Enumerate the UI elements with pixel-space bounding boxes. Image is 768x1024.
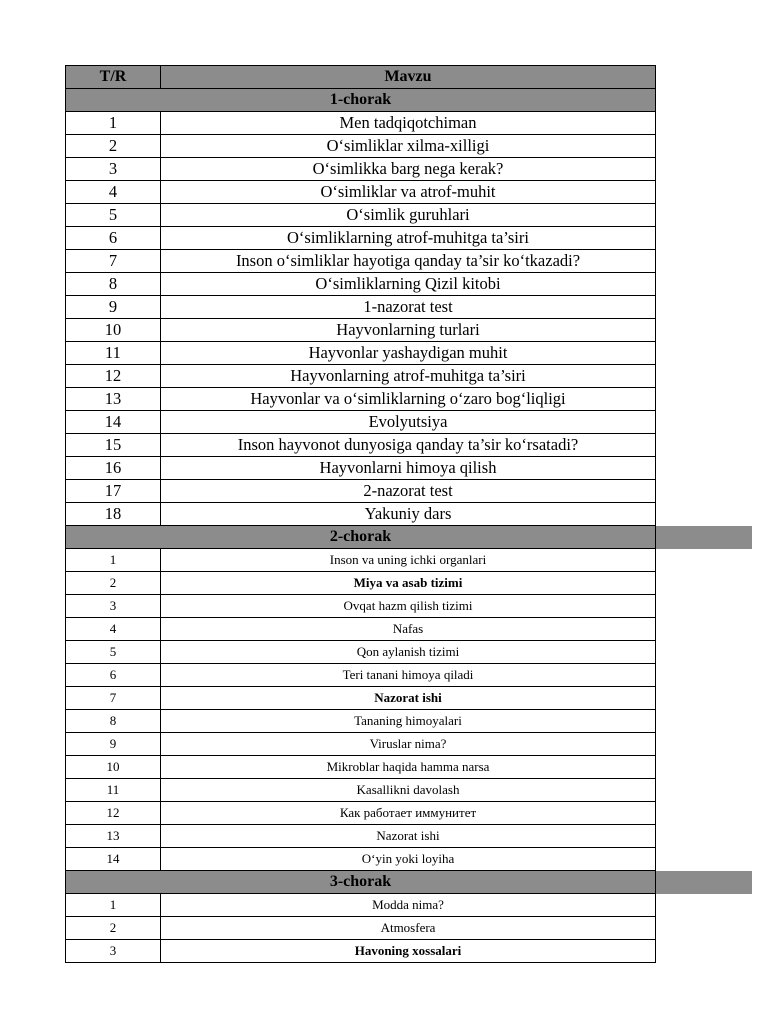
table-row <box>66 204 656 227</box>
row-topic-cell: Inson o‘simliklar hayotiga qanday ta’sir ko‘tkazadi? <box>161 250 656 273</box>
row-number-cell: 11 <box>66 779 161 802</box>
table-row <box>66 825 656 848</box>
row-topic-cell: Men tadqiqotchiman <box>161 112 656 135</box>
table-row <box>66 940 656 963</box>
row-number-cell: 11 <box>66 342 161 365</box>
table-body <box>66 89 656 963</box>
table-header-row <box>66 66 656 89</box>
table-row <box>66 595 656 618</box>
row-number-cell: 12 <box>66 802 161 825</box>
table-row <box>66 549 656 572</box>
table-row <box>66 388 656 411</box>
column-header-topic: Mavzu <box>161 66 656 89</box>
row-number-cell: 5 <box>66 204 161 227</box>
row-topic-cell: Modda nima? <box>161 894 656 917</box>
table-row <box>66 411 656 434</box>
row-number-cell: 17 <box>66 480 161 503</box>
row-topic-cell: Havoning xossalari <box>161 940 656 963</box>
row-number-cell: 14 <box>66 411 161 434</box>
row-topic-cell: 1-nazorat test <box>161 296 656 319</box>
table-row <box>66 296 656 319</box>
section-title: 3-chorak <box>66 871 656 894</box>
row-topic-cell: O‘simlik guruhlari <box>161 204 656 227</box>
row-number-cell: 7 <box>66 687 161 710</box>
row-topic-cell: Evolyutsiya <box>161 411 656 434</box>
table-row <box>66 618 656 641</box>
row-number-cell: 12 <box>66 365 161 388</box>
section-title: 1-chorak <box>66 89 656 112</box>
table-row <box>66 250 656 273</box>
table-row <box>66 273 656 296</box>
table-row <box>66 572 656 595</box>
row-number-cell: 2 <box>66 135 161 158</box>
table-row <box>66 434 656 457</box>
table-row <box>66 710 656 733</box>
row-topic-cell: Nafas <box>161 618 656 641</box>
row-topic-cell: Miya va asab tizimi <box>161 572 656 595</box>
row-number-cell: 10 <box>66 319 161 342</box>
table-row <box>66 733 656 756</box>
row-number-cell: 1 <box>66 549 161 572</box>
row-number-cell: 8 <box>66 273 161 296</box>
row-topic-cell: Hayvonlar yashaydigan muhit <box>161 342 656 365</box>
row-topic-cell: Yakuniy dars <box>161 503 656 526</box>
row-number-cell: 3 <box>66 595 161 618</box>
table-row <box>66 894 656 917</box>
row-topic-cell: O‘simliklar xilma-xilligi <box>161 135 656 158</box>
row-topic-cell: Nazorat ishi <box>161 825 656 848</box>
table-row <box>66 319 656 342</box>
row-number-cell: 10 <box>66 756 161 779</box>
row-topic-cell: Inson hayvonot dunyosiga qanday ta’sir ko‘rsatadi? <box>161 434 656 457</box>
table-row <box>66 158 656 181</box>
row-topic-cell: Как работает иммунитет <box>161 802 656 825</box>
table-row <box>66 917 656 940</box>
row-number-cell: 2 <box>66 917 161 940</box>
row-number-cell: 2 <box>66 572 161 595</box>
table-row <box>66 135 656 158</box>
curriculum-table <box>65 65 656 963</box>
table-row <box>66 779 656 802</box>
column-header-number: T/R <box>66 66 161 89</box>
row-topic-cell: Hayvonlar va o‘simliklarning o‘zaro bog‘liqligi <box>161 388 656 411</box>
row-number-cell: 4 <box>66 181 161 204</box>
row-topic-cell: Qon aylanish tizimi <box>161 641 656 664</box>
row-number-cell: 3 <box>66 158 161 181</box>
table-row <box>66 365 656 388</box>
row-topic-cell: Ovqat hazm qilish tizimi <box>161 595 656 618</box>
row-number-cell: 8 <box>66 710 161 733</box>
section-fill-extension <box>656 871 752 894</box>
section-header-row <box>66 526 656 549</box>
row-number-cell: 1 <box>66 894 161 917</box>
row-number-cell: 9 <box>66 296 161 319</box>
table-row <box>66 756 656 779</box>
table-row <box>66 687 656 710</box>
row-number-cell: 5 <box>66 641 161 664</box>
row-number-cell: 6 <box>66 664 161 687</box>
row-topic-cell: Kasallikni davolash <box>161 779 656 802</box>
row-number-cell: 13 <box>66 825 161 848</box>
row-topic-cell: Hayvonlarning turlari <box>161 319 656 342</box>
row-number-cell: 1 <box>66 112 161 135</box>
row-topic-cell: Nazorat ishi <box>161 687 656 710</box>
table-row <box>66 112 656 135</box>
row-topic-cell: O‘yin yoki loyiha <box>161 848 656 871</box>
row-number-cell: 9 <box>66 733 161 756</box>
row-topic-cell: O‘simliklar va atrof-muhit <box>161 181 656 204</box>
row-number-cell: 14 <box>66 848 161 871</box>
row-number-cell: 13 <box>66 388 161 411</box>
row-number-cell: 15 <box>66 434 161 457</box>
row-topic-cell: Teri tanani himoya qiladi <box>161 664 656 687</box>
row-topic-cell: O‘simlikka barg nega kerak? <box>161 158 656 181</box>
table-row <box>66 848 656 871</box>
table-row <box>66 641 656 664</box>
row-number-cell: 6 <box>66 227 161 250</box>
row-number-cell: 3 <box>66 940 161 963</box>
table-row <box>66 342 656 365</box>
section-title: 2-chorak <box>66 526 656 549</box>
row-topic-cell: O‘simliklarning atrof-muhitga ta’siri <box>161 227 656 250</box>
table-row <box>66 227 656 250</box>
row-topic-cell: O‘simliklarning Qizil kitobi <box>161 273 656 296</box>
row-topic-cell: Hayvonlarning atrof-muhitga ta’siri <box>161 365 656 388</box>
table-row <box>66 480 656 503</box>
row-number-cell: 18 <box>66 503 161 526</box>
row-number-cell: 16 <box>66 457 161 480</box>
table-row <box>66 503 656 526</box>
row-topic-cell: 2-nazorat test <box>161 480 656 503</box>
row-topic-cell: Mikroblar haqida hamma narsa <box>161 756 656 779</box>
row-number-cell: 4 <box>66 618 161 641</box>
section-header-row <box>66 89 656 112</box>
table-row <box>66 181 656 204</box>
row-number-cell: 7 <box>66 250 161 273</box>
row-topic-cell: Atmosfera <box>161 917 656 940</box>
section-header-row <box>66 871 656 894</box>
row-topic-cell: Inson va uning ichki organlari <box>161 549 656 572</box>
table-row <box>66 664 656 687</box>
section-fill-extension <box>656 526 752 549</box>
row-topic-cell: Hayvonlarni himoya qilish <box>161 457 656 480</box>
row-topic-cell: Tananing himoyalari <box>161 710 656 733</box>
row-topic-cell: Viruslar nima? <box>161 733 656 756</box>
table-row <box>66 802 656 825</box>
table-row <box>66 457 656 480</box>
